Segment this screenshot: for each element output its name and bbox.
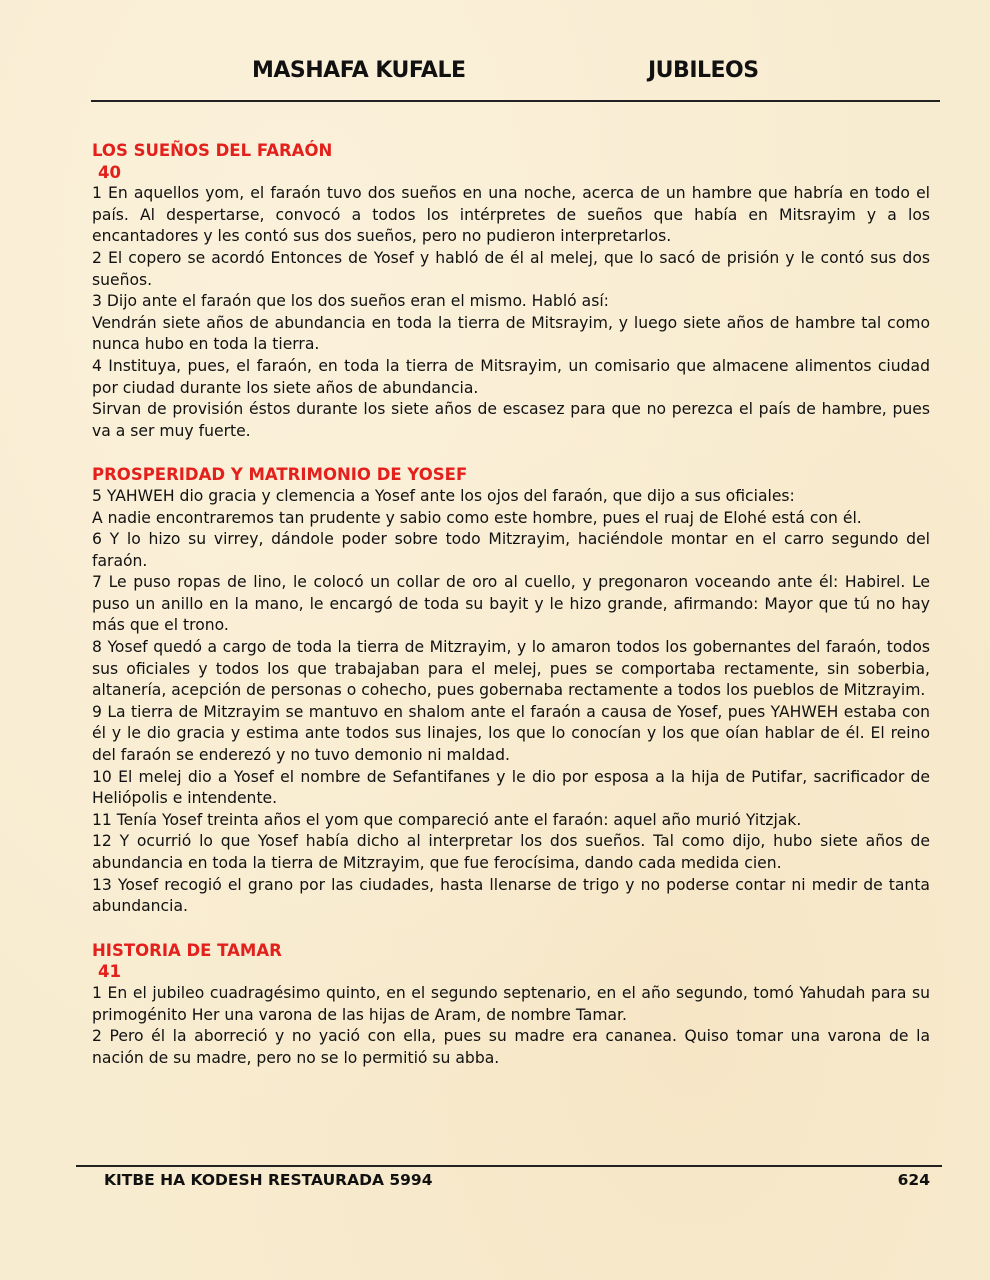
- footer-rule: [76, 1165, 942, 1167]
- chapter-number: 41: [98, 962, 121, 982]
- verse-paragraph: 7 Le puso ropas de lino, le colocó un collar de oro al cuello, y pregonaron voceando ante él: Habirel. Le puso un anillo en la mano, le encargó de toda su bayit y le hizo grande, afirmando: Mayor que tú no hay más que el trono.: [92, 573, 930, 635]
- verse-paragraph: A nadie encontraremos tan prudente y sabio como este hombre, pues el ruaj de Elohé está con él.: [92, 508, 862, 527]
- section-heading: PROSPERIDAD Y MATRIMONIO DE YOSEF: [92, 465, 468, 485]
- verse-paragraph: 6 Y lo hizo su virrey, dándole poder sobre todo Mitzrayim, haciéndole montar en el carro segundo del faraón.: [92, 530, 930, 570]
- header-book-title: MASHAFA KUFALE: [252, 58, 466, 83]
- page-number: 624: [897, 1171, 930, 1189]
- section: [92, 140, 930, 442]
- section: [92, 940, 930, 1070]
- verse-paragraph: Sirvan de provisión éstos durante los siete años de escasez para que no perezca el país de hambre, pues va a ser muy fuerte.: [92, 400, 930, 440]
- verse-paragraph: 4 Instituya, pues, el faraón, en toda la tierra de Mitsrayim, un comisario que almacene alimentos ciudad por ciudad durante los siete años de abundancia.: [92, 356, 930, 397]
- verse-paragraph: 1 En el jubileo cuadragésimo quinto, en el segundo septenario, en el año segundo, tomó Yahudah para su primogénito Her una varona de las hijas de Aram, de nombre Tamar.: [92, 983, 930, 1024]
- section-spacer: [92, 442, 930, 464]
- header-book-subtitle: JUBILEOS: [648, 58, 759, 83]
- page-header: [92, 58, 940, 92]
- page-footer: [104, 1171, 930, 1189]
- section-heading: HISTORIA DE TAMAR: [92, 940, 282, 960]
- verse-paragraph: 1 En aquellos yom, el faraón tuvo dos sueños en una noche, acerca de un hambre que habría en todo el país. Al despertarse, convocó a todos los intérpretes de sueños que había en Mitsrayim y a los encantadores y les contó sus dos sueños, pero no pudieron interpretarlos.: [92, 184, 930, 246]
- chapter-number: 40: [98, 162, 121, 182]
- section-heading: LOS SUEÑOS DEL FARAÓN: [92, 141, 333, 160]
- verse-paragraph: 5 YAHWEH dio gracia y clemencia a Yosef ante los ojos del faraón, que dijo a sus oficiales:: [92, 486, 795, 505]
- section-spacer: [92, 918, 930, 940]
- section: [92, 464, 930, 917]
- verse-paragraph: 8 Yosef quedó a cargo de toda la tierra de Mitzrayim, y lo amaron todos los gobernantes del faraón, todos sus oficiales y todos los que trabajaban para el melej, pues se comportaba rectamente, sin soberbia, altanería, acepción de personas o cohecho, pues gobernaba rectamente a todos los pueblos de Mitzrayim.: [92, 638, 930, 700]
- page-body: [92, 140, 930, 1069]
- header-rule: [91, 100, 940, 102]
- verse-paragraph: 13 Yosef recogió el grano por las ciudades, hasta llenarse de trigo y no poderse contar ni medir de tanta abundancia.: [92, 875, 930, 916]
- verse-paragraph: 3 Dijo ante el faraón que los dos sueños eran el mismo. Habló así:: [92, 292, 609, 311]
- verse-paragraph: 2 El copero se acordó Entonces de Yosef y habló de él al melej, que lo sacó de prisión y le contó sus dos sueños.: [92, 248, 930, 289]
- footer-book-name: KITBE HA KODESH RESTAURADA 5994: [104, 1171, 433, 1189]
- verse-paragraph: 10 El melej dio a Yosef el nombre de Sefantifanes y le dio por esposa a la hija de Putifar, sacrificador de Heliópolis e intendente.: [92, 767, 930, 808]
- verse-paragraph: 12 Y ocurrió lo que Yosef había dicho al interpretar los dos sueños. Tal como dijo, hubo siete años de abundancia en toda la tierra de Mitzrayim, que fue ferocísima, dando cada medida cien.: [92, 832, 930, 872]
- verse-paragraph: 2 Pero él la aborreció y no yació con ella, pues su madre era cananea. Quiso tomar una varona de la nación de su madre, pero no se lo permitió su abba.: [92, 1027, 930, 1067]
- verse-paragraph: 9 La tierra de Mitzrayim se mantuvo en shalom ante el faraón a causa de Yosef, pues YAHWEH estaba con él y le dio gracia y estima ante todos sus linajes, los que lo conocían y los que oían hablar de él. El reino del faraón se enderezó y no tuvo demonio ni maldad.: [92, 702, 930, 765]
- verse-paragraph: 11 Tenía Yosef treinta años el yom que compareció ante el faraón: aquel año murió Yitzjak.: [92, 810, 802, 829]
- verse-paragraph: Vendrán siete años de abundancia en toda la tierra de Mitsrayim, y luego siete años de hambre tal como nunca hubo en toda la tierra.: [92, 313, 930, 354]
